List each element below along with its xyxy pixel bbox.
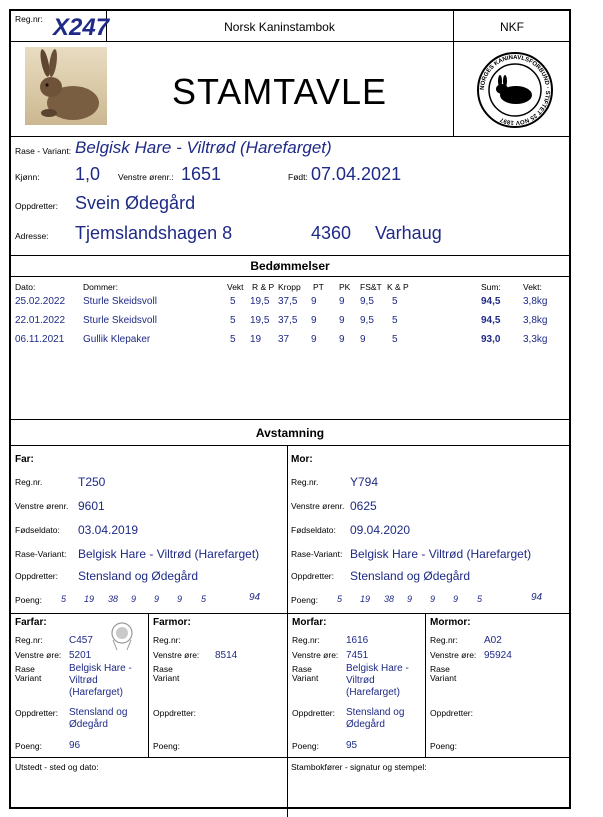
mormor-breeder-label: Oppdretter:: [430, 708, 473, 718]
sex-label: Kjønn:: [15, 172, 40, 182]
rabbit-photo: [25, 47, 107, 125]
farmor-title: Farmor:: [153, 617, 191, 628]
morfar-regnr-label: Reg.nr:: [292, 635, 320, 645]
mor-total: 94: [531, 592, 543, 603]
mor-title: Mor:: [291, 454, 313, 465]
farmor-rase-label: Rase: [153, 664, 173, 674]
street-value: Tjemslandshagen 8: [75, 223, 233, 243]
mormor-title: Mormor:: [430, 617, 471, 628]
col-kp: K & P: [387, 282, 409, 292]
judgement-rp: 19,5: [250, 315, 270, 326]
morfar-regnr: 1616: [346, 635, 369, 646]
breeder-value: Svein Ødegård: [75, 193, 196, 213]
judgement-kp: 5: [392, 315, 398, 326]
far-breed: Belgisk Hare - Viltrød (Harefarget): [78, 547, 260, 561]
farfar-ear: 5201: [69, 650, 92, 661]
judgement-rp: 19: [250, 334, 262, 345]
farmor-breeder-label: Oppdretter:: [153, 708, 196, 718]
regnr-value: X247: [53, 14, 110, 41]
farfar-breeder: Stensland og Ødegård: [69, 707, 128, 730]
judgement-kp: 5: [392, 296, 398, 307]
keeper-label: Stambokfører - signatur og stempel:: [291, 762, 427, 772]
farmor-regnr-label: Reg.nr:: [153, 635, 181, 645]
score-value: 9: [131, 594, 137, 604]
farfar-score-label: Poeng:: [15, 741, 42, 751]
judgement-vekt: 5: [230, 296, 236, 307]
morfar-title: Morfar:: [292, 617, 327, 628]
judgement-sum: 94,5: [481, 315, 501, 326]
mor-dob-label: Fødseldato:: [291, 525, 336, 535]
pedigree-title: Avstamning: [255, 426, 325, 440]
far-breeder: Stensland og Ødegård: [78, 569, 199, 583]
association-seal-icon: [476, 51, 554, 129]
mor-breeder-label: Oppdretter:: [291, 571, 334, 581]
judgement-judge: Sturle Skeidsvoll: [83, 315, 157, 326]
divider: [287, 757, 288, 817]
mor-dob: 09.04.2020: [350, 523, 411, 537]
farmor-ear-label: Venstre øre:: [153, 650, 200, 660]
judgement-fst: 9,5: [360, 296, 374, 307]
divider: [287, 445, 288, 613]
zip-value: 4360: [311, 223, 352, 243]
divider: [11, 255, 569, 256]
farmor-score-label: Poeng:: [153, 741, 180, 751]
col-weight: Vekt:: [523, 282, 542, 292]
score-value: 5: [61, 594, 67, 604]
score-value: 9: [430, 594, 436, 604]
morfar-ear-label: Venstre øre:: [292, 650, 339, 660]
farmor-variant-label: Variant: [153, 673, 180, 683]
mor-breeder: Stensland og Ødegård: [350, 569, 471, 583]
ear-value: 1651: [181, 164, 222, 184]
judgement-date: 25.02.2022: [15, 296, 66, 307]
mormor-ear-label: Venstre øre:: [430, 650, 477, 660]
judgement-kropp: 37,5: [278, 315, 298, 326]
judgements-title: Bedømmelser: [250, 259, 330, 273]
score-value: 19: [84, 594, 95, 604]
far-title: Far:: [15, 454, 34, 465]
judgement-judge: Gullik Klepaker: [83, 334, 151, 345]
far-breed-label: Rase-Variant:: [15, 549, 67, 559]
registry-name: Norsk Kaninstambok: [224, 20, 335, 34]
mor-breed-label: Rase-Variant:: [291, 549, 343, 559]
address-label: Adresse:: [15, 231, 49, 241]
score-value: 9: [407, 594, 413, 604]
city-value: Varhaug: [375, 223, 442, 243]
farfar-variant-label: Variant: [15, 673, 42, 683]
divider: [425, 613, 426, 757]
farfar-title: Farfar:: [15, 617, 47, 628]
morfar-variant-label: Variant: [292, 673, 319, 683]
born-label: Født:: [288, 172, 308, 182]
morfar-breed: Belgisk Hare - Viltrød (Harefarget): [346, 663, 409, 698]
judgement-weight: 3,8kg: [523, 315, 548, 326]
judgement-sum: 93,0: [481, 334, 501, 345]
mormor-regnr: A02: [484, 635, 502, 646]
col-sum: Sum:: [481, 282, 501, 292]
mormor-ear: 95924: [484, 650, 512, 661]
score-value: 19: [360, 594, 371, 604]
judgement-sum: 94,5: [481, 296, 501, 307]
breed-label: Rase - Variant:: [15, 146, 72, 156]
score-value: 38: [384, 594, 395, 604]
mor-score-label: Poeng:: [291, 595, 318, 605]
far-dob: 03.04.2019: [78, 523, 139, 537]
col-vekt: Vekt: [227, 282, 244, 292]
far-dob-label: Fødseldato:: [15, 525, 60, 535]
mor-regnr: Y794: [350, 475, 379, 489]
breed-value: Belgisk Hare - Viltrød (Harefarget): [75, 138, 332, 157]
farmor-ear: 8514: [215, 650, 238, 661]
farfar-rase-label: Rase: [15, 664, 35, 674]
col-judge: Dommer:: [83, 282, 118, 292]
mormor-variant-label: Variant: [430, 673, 457, 683]
col-fst: FS&T: [360, 282, 382, 292]
svg-text:NORGES KANINAVLSFORBUND · STIF: NORGES KANINAVLSFORBUND · STIFTET 25 NOV 1897: [479, 54, 551, 126]
divider: [11, 757, 569, 758]
far-total: 94: [249, 592, 261, 603]
org-name: NKF: [500, 20, 524, 34]
mor-ear: 0625: [350, 499, 377, 513]
far-ear: 9601: [78, 499, 105, 513]
morfar-rase-label: Rase: [292, 664, 312, 674]
farfar-regnr: C457: [69, 635, 93, 646]
divider: [11, 419, 569, 420]
score-value: 38: [108, 594, 119, 604]
judgement-kropp: 37,5: [278, 296, 298, 307]
judgement-kp: 5: [392, 334, 398, 345]
born-value: 07.04.2021: [311, 164, 402, 184]
far-score-label: Poeng:: [15, 595, 42, 605]
judgement-pk: 9: [339, 315, 345, 326]
judgement-vekt: 5: [230, 315, 236, 326]
mormor-regnr-label: Reg.nr:: [430, 635, 458, 645]
farfar-breed: Belgisk Hare - Viltrød (Harefarget): [69, 663, 132, 698]
judgement-fst: 9,5: [360, 315, 374, 326]
morfar-score-label: Poeng:: [292, 741, 319, 751]
score-value: 5: [337, 594, 343, 604]
mor-ear-label: Venstre ørenr.: [291, 501, 345, 511]
issued-label: Utstedt - sted og dato:: [15, 762, 99, 772]
col-pk: PK: [339, 282, 351, 292]
far-ear-label: Venstre ørenr.: [15, 501, 69, 511]
regnr-label: Reg.nr:: [15, 14, 43, 24]
score-value: 9: [177, 594, 183, 604]
judgement-pt: 9: [311, 296, 317, 307]
judgement-fst: 9: [360, 334, 366, 345]
judgement-vekt: 5: [230, 334, 236, 345]
judgement-pk: 9: [339, 334, 345, 345]
judgement-date: 22.01.2022: [15, 315, 66, 326]
judgement-date: 06.11.2021: [15, 334, 65, 345]
judgement-weight: 3,8kg: [523, 296, 548, 307]
score-value: 9: [453, 594, 459, 604]
far-regnr: T250: [78, 475, 106, 489]
judgement-pt: 9: [311, 334, 317, 345]
far-breeder-label: Oppdretter:: [15, 571, 58, 581]
morfar-score: 95: [346, 740, 358, 751]
col-date: Dato:: [15, 282, 36, 292]
medal-icon: [107, 620, 137, 652]
judgement-kropp: 37: [278, 334, 290, 345]
document-title: STAMTAVLE: [171, 71, 388, 112]
col-rp: R & P: [252, 282, 275, 292]
score-value: 9: [154, 594, 160, 604]
farfar-regnr-label: Reg.nr:: [15, 635, 43, 645]
divider: [453, 41, 454, 137]
divider: [287, 613, 288, 757]
divider: [11, 613, 569, 614]
farfar-breeder-label: Oppdretter:: [15, 708, 58, 718]
morfar-breeder: Stensland og Ødegård: [346, 707, 405, 730]
divider: [148, 613, 149, 757]
morfar-breeder-label: Oppdretter:: [292, 708, 335, 718]
mor-regnr-label: Reg.nr.: [291, 477, 319, 487]
divider: [11, 276, 569, 277]
mor-breed: Belgisk Hare - Viltrød (Harefarget): [350, 547, 532, 561]
judgement-pk: 9: [339, 296, 345, 307]
farfar-score: 96: [69, 740, 81, 751]
far-regnr-label: Reg.nr.: [15, 477, 43, 487]
col-pt: PT: [313, 282, 324, 292]
judgement-weight: 3,3kg: [523, 334, 548, 345]
divider: [11, 136, 569, 137]
judgement-judge: Sturle Skeidsvoll: [83, 296, 157, 307]
mormor-score-label: Poeng:: [430, 741, 457, 751]
ear-label: Venstre ørenr.:: [118, 172, 174, 182]
morfar-ear: 7451: [346, 650, 369, 661]
divider: [11, 445, 569, 446]
score-value: 5: [477, 594, 483, 604]
sex-value: 1,0: [75, 164, 101, 184]
judgement-rp: 19,5: [250, 296, 270, 307]
breeder-label: Oppdretter:: [15, 201, 58, 211]
col-kropp: Kropp: [278, 282, 301, 292]
score-value: 5: [201, 594, 207, 604]
mormor-rase-label: Rase: [430, 664, 450, 674]
farfar-ear-label: Venstre øre:: [15, 650, 62, 660]
pedigree-sheet: [9, 9, 571, 809]
judgement-pt: 9: [311, 315, 317, 326]
